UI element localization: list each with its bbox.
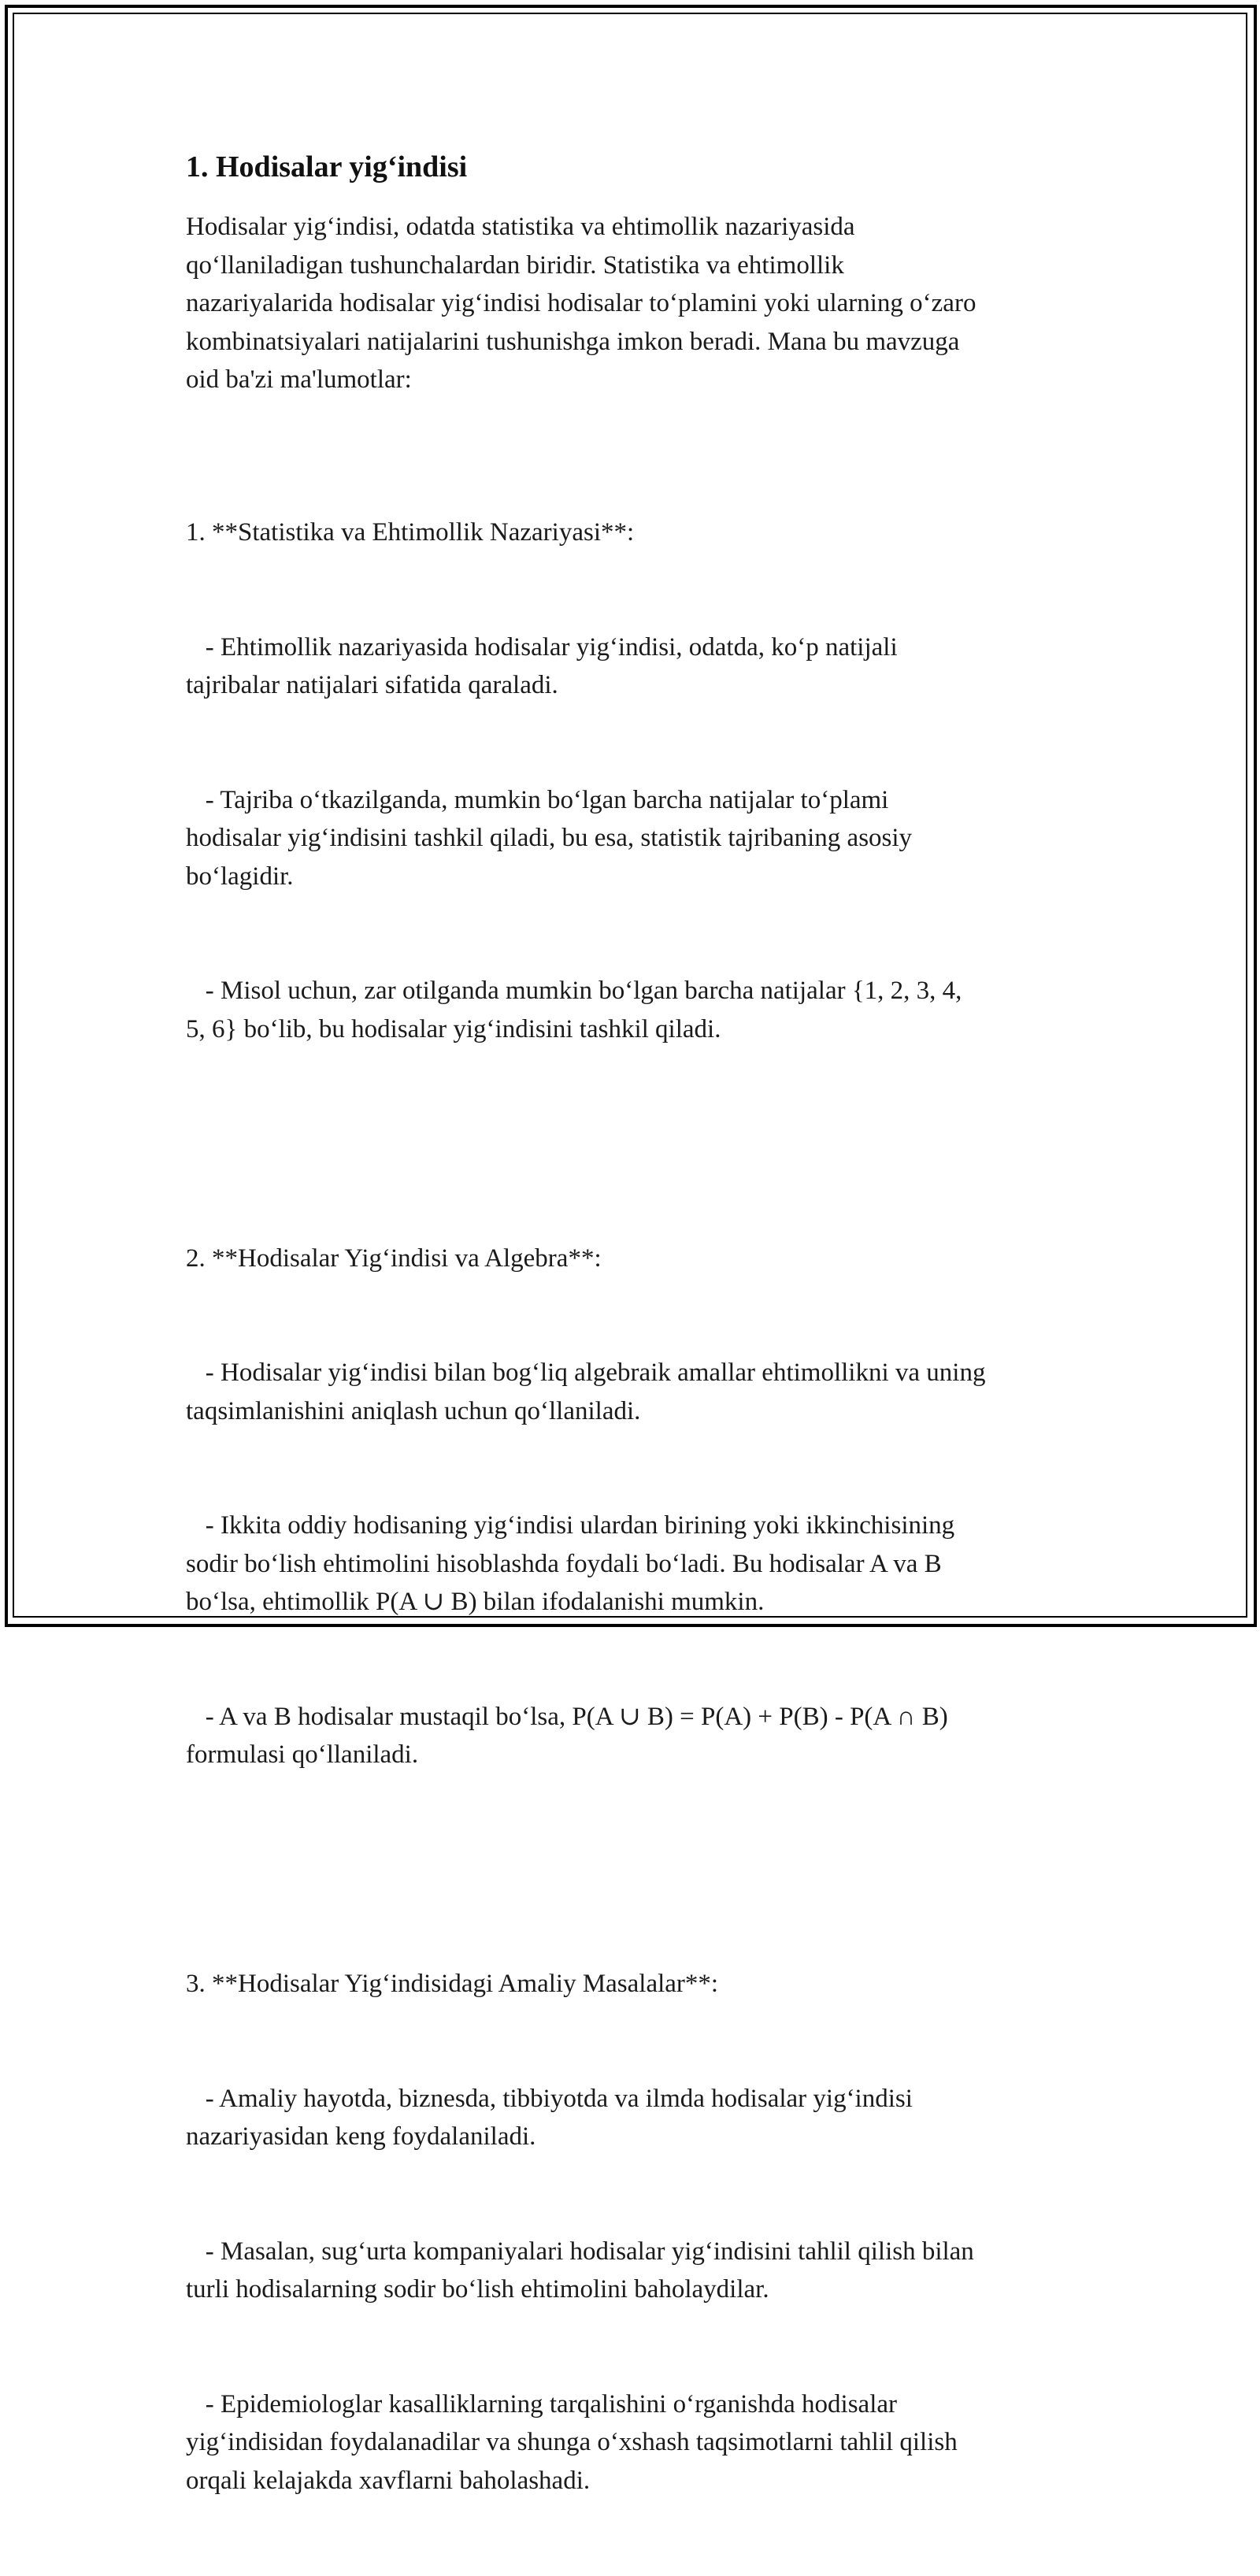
section-2-item-1: - Hodisalar yig‘indisi bilan bog‘liq algebraik amallar ehtimollikni va uning taqsimlanishini aniqlash uchun qo‘llaniladi. bbox=[186, 1358, 986, 1425]
section-3 bbox=[186, 1888, 1084, 2576]
section-2 bbox=[186, 1163, 1084, 1851]
section-1-title: 1. **Statistika va Ehtimollik Nazariyasi**: bbox=[186, 518, 635, 547]
spacer bbox=[186, 399, 1084, 438]
document-body bbox=[186, 148, 1084, 2576]
section-2-item-3: - A va B hodisalar mustaqil bo‘lsa, P(A ∪ B) = P(A) + P(B) - P(A ∩ B) formulasi qo‘llaniladi. bbox=[186, 1702, 948, 1769]
section-3-item-3: - Epidemiologlar kasalliklarning tarqalishini o‘rganishda hodisalar yig‘indisidan foydalanadilar va shunga o‘xshash taqsimotlarni tahlil qilish orqali kelajakda xavflarni baholashadi. bbox=[186, 2389, 958, 2495]
section-1-item-3: - Misol uchun, zar otilganda mumkin bo‘lgan barcha natijalar {1, 2, 3, 4, 5, 6} bo‘lib, bu hodisalar yig‘indisini tashkil qiladi. bbox=[186, 977, 962, 1043]
page-title: 1. Hodisalar yig‘indisi bbox=[186, 150, 468, 183]
section-3-item-2: - Masalan, sug‘urta kompaniyalari hodisalar yig‘indisini tahlil qilish bilan turli hodisalarning sodir bo‘lish ehtimolini baholaydilar. bbox=[186, 2237, 974, 2304]
spacer bbox=[186, 1125, 1084, 1163]
intro-paragraph: Hodisalar yig‘indisi, odatda statistika va ehtimollik nazariyasida qo‘llaniladigan tushunchalardan biridir. Statistika va ehtimollik nazariyalarida hodisalar yig‘indisi hodisalar to‘plamini yoki ularning o‘zaro kombinatsiyalari natijalarini tushunishga imkon beradi. Mana bu mavzuga oid ba'zi ma'lumotlar: bbox=[186, 213, 976, 394]
section-1-item-1: - Ehtimollik nazariyasida hodisalar yig‘indisi, odatda, ko‘p natijali tajribalar natijalari sifatida qaraladi. bbox=[186, 632, 898, 699]
section-1-item-2: - Tajriba o‘tkazilganda, mumkin bo‘lgan barcha natijalar to‘plami hodisalar yig‘indisini tashkil qiladi, bu esa, statistik tajribaning asosiy bo‘lagidir. bbox=[186, 785, 913, 891]
section-3-title: 3. **Hodisalar Yig‘indisidagi Amaliy Masalalar**: bbox=[186, 1970, 719, 1998]
section-2-title: 2. **Hodisalar Yig‘indisi va Algebra**: bbox=[186, 1244, 602, 1273]
section-3-item-1: - Amaliy hayotda, biznesda, tibbiyotda va ilmda hodisalar yig‘indisi nazariyasidan keng foydalaniladi. bbox=[186, 2084, 913, 2151]
section-2-item-2: - Ikkita oddiy hodisaning yig‘indisi ulardan birining yoki ikkinchisining sodir bo‘lish ehtimolini hisoblashda foydali bo‘ladi. Bu hodisalar A va B bo‘lsa, ehtimollik P(A ∪ B) bilan ifodalanishi mumkin. bbox=[186, 1511, 955, 1616]
spacer bbox=[186, 1851, 1084, 1889]
section-1 bbox=[186, 437, 1084, 1125]
